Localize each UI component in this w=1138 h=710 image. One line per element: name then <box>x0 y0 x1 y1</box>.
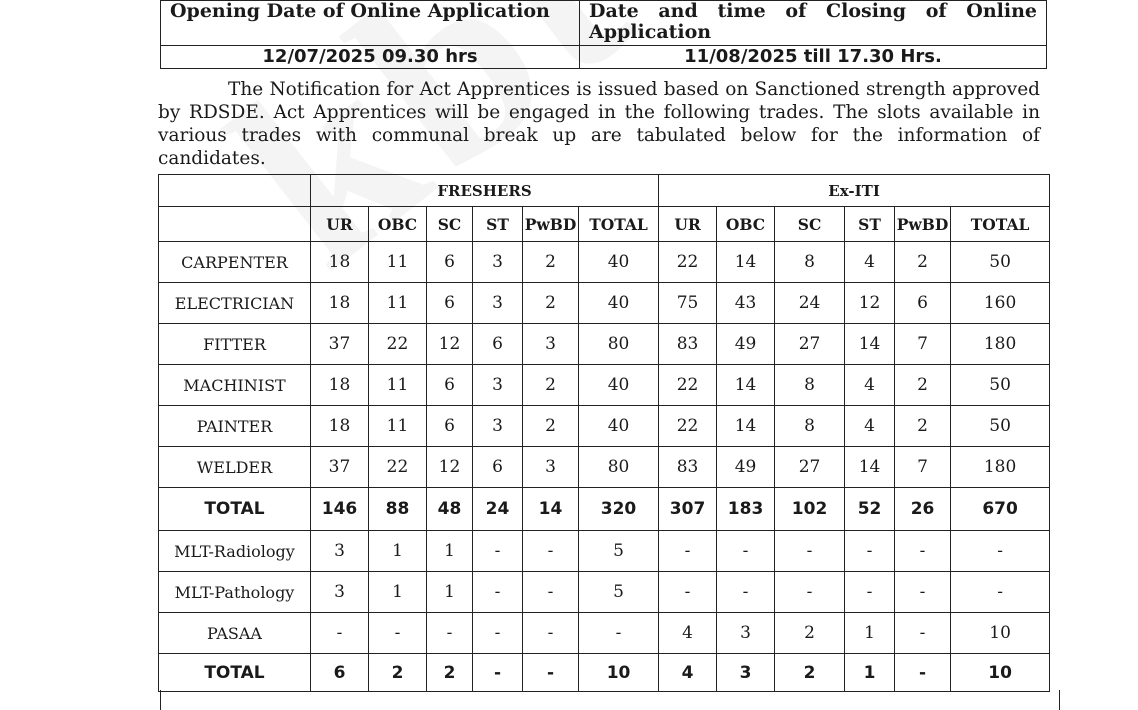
vacancy-cell: 3 <box>473 365 523 406</box>
vacancy-cell: 2 <box>369 654 427 692</box>
notification-paragraph <box>158 78 1040 170</box>
closing-date-label: Date and time of Closing of Online Application <box>580 1 1047 46</box>
vacancy-cell: - <box>845 531 895 572</box>
vacancy-cell: 22 <box>659 242 717 283</box>
vacancy-cell: 5 <box>579 531 659 572</box>
vacancy-cell: 22 <box>659 406 717 447</box>
vacancy-cell: 6 <box>895 283 951 324</box>
column-header-sc: SC <box>427 207 473 242</box>
trade-row <box>159 365 1050 406</box>
trade-row <box>159 324 1050 365</box>
opening-date-label: Opening Date of Online Application <box>161 1 580 46</box>
vacancy-cell: 670 <box>951 488 1050 531</box>
vacancy-cell: 7 <box>895 447 951 488</box>
vacancy-cell: 3 <box>473 283 523 324</box>
vacancy-cell: 40 <box>579 406 659 447</box>
vacancy-cell: 12 <box>427 447 473 488</box>
vacancy-cell: 3 <box>473 242 523 283</box>
vacancy-cell: 75 <box>659 283 717 324</box>
vacancy-cell: 11 <box>369 242 427 283</box>
trade-name: FITTER <box>159 324 311 365</box>
vacancy-cell: 4 <box>659 654 717 692</box>
vacancy-cell: 14 <box>845 324 895 365</box>
trade-name: PAINTER <box>159 406 311 447</box>
ex-iti-header: Ex-ITI <box>659 175 1050 207</box>
vacancy-cell: 307 <box>659 488 717 531</box>
column-header-obc: OBC <box>717 207 775 242</box>
vacancy-cell: 6 <box>473 447 523 488</box>
vacancy-cell: 24 <box>473 488 523 531</box>
vacancy-cell: - <box>951 572 1050 613</box>
vacancy-cell: 40 <box>579 283 659 324</box>
blank-header-cell <box>159 207 311 242</box>
vacancy-cell: 26 <box>895 488 951 531</box>
vacancy-cell: 14 <box>845 447 895 488</box>
vacancy-cell: 50 <box>951 365 1050 406</box>
vacancy-cell: 2 <box>523 365 579 406</box>
column-header-ur: UR <box>659 207 717 242</box>
trade-name: TOTAL <box>159 488 311 531</box>
notification-text: The Notification for Act Apprentices is issued based on Sanctioned strength approved by RDSDE. Act Apprentices will be engaged in the following trades. The slots available in various trades with communal break up are tabulated below for the information of candidates. <box>158 79 1040 169</box>
vacancy-cell: 18 <box>311 406 369 447</box>
vacancy-cell: - <box>775 531 845 572</box>
vacancy-cell: 50 <box>951 406 1050 447</box>
vacancy-cell: 14 <box>717 242 775 283</box>
vacancy-cell: 40 <box>579 365 659 406</box>
vacancy-cell: 37 <box>311 447 369 488</box>
vacancy-cell: 83 <box>659 324 717 365</box>
vacancy-cell: 1 <box>845 613 895 654</box>
vacancy-cell: 8 <box>775 406 845 447</box>
vacancy-cell: - <box>775 572 845 613</box>
vacancy-cell: - <box>523 531 579 572</box>
vacancy-cell: 6 <box>427 283 473 324</box>
vacancy-cell: 49 <box>717 324 775 365</box>
vacancy-cell: - <box>523 654 579 692</box>
vacancy-cell: 10 <box>951 613 1050 654</box>
vacancy-cell: 4 <box>845 406 895 447</box>
column-header-sc: SC <box>775 207 845 242</box>
vacancy-cell: 160 <box>951 283 1050 324</box>
vacancy-cell: 3 <box>523 447 579 488</box>
vacancy-cell: 43 <box>717 283 775 324</box>
vacancy-cell: 4 <box>845 242 895 283</box>
vacancy-cell: 180 <box>951 324 1050 365</box>
vacancy-cell: - <box>579 613 659 654</box>
vacancy-cell: 3 <box>717 613 775 654</box>
application-dates-table <box>160 0 1047 69</box>
vacancy-cell: 1 <box>427 572 473 613</box>
vacancy-cell: 1 <box>845 654 895 692</box>
vacancy-cell: 3 <box>311 531 369 572</box>
vacancy-cell: - <box>311 613 369 654</box>
column-header-total: TOTAL <box>951 207 1050 242</box>
closing-date-value: 11/08/2025 till 17.30 Hrs. <box>580 46 1047 69</box>
vacancy-cell: 11 <box>369 406 427 447</box>
vacancy-cell: 6 <box>427 406 473 447</box>
vacancy-cell: - <box>523 613 579 654</box>
vacancy-cell: 7 <box>895 324 951 365</box>
vacancy-cell: 2 <box>775 654 845 692</box>
vacancy-cell: 22 <box>369 447 427 488</box>
vacancy-cell: 8 <box>775 365 845 406</box>
vacancy-cell: 4 <box>659 613 717 654</box>
vacancy-cell: - <box>659 531 717 572</box>
vacancy-cell: 2 <box>523 406 579 447</box>
vacancy-cell: 1 <box>427 531 473 572</box>
vacancy-cell: 3 <box>717 654 775 692</box>
trade-vacancy-table <box>158 174 1050 692</box>
trade-name: ELECTRICIAN <box>159 283 311 324</box>
vacancy-cell: 6 <box>427 242 473 283</box>
vacancy-cell: 11 <box>369 365 427 406</box>
vacancy-cell: 146 <box>311 488 369 531</box>
column-header-st: ST <box>845 207 895 242</box>
vacancy-cell: 11 <box>369 283 427 324</box>
vacancy-cell: - <box>473 613 523 654</box>
group-header-row <box>159 175 1050 207</box>
trade-name: WELDER <box>159 447 311 488</box>
vacancy-cell: 2 <box>523 283 579 324</box>
opening-date-value: 12/07/2025 09.30 hrs <box>161 46 580 69</box>
vacancy-cell: - <box>717 531 775 572</box>
vacancy-cell: 5 <box>579 572 659 613</box>
vacancy-cell: 8 <box>775 242 845 283</box>
trade-name: MACHINIST <box>159 365 311 406</box>
vacancy-cell: 12 <box>845 283 895 324</box>
trade-name: MLT-Radiology <box>159 531 311 572</box>
vacancy-cell: 48 <box>427 488 473 531</box>
column-header-pwbd: PwBD <box>523 207 579 242</box>
vacancy-cell: - <box>717 572 775 613</box>
vacancy-cell: 6 <box>311 654 369 692</box>
vacancy-cell: - <box>895 654 951 692</box>
blank-header-cell <box>159 175 311 207</box>
vacancy-cell: 6 <box>427 365 473 406</box>
column-header-ur: UR <box>311 207 369 242</box>
vacancy-cell: 27 <box>775 324 845 365</box>
vacancy-cell: - <box>895 531 951 572</box>
vacancy-cell: - <box>473 572 523 613</box>
total-row <box>159 654 1050 692</box>
vacancy-cell: - <box>369 613 427 654</box>
vacancy-cell: 14 <box>523 488 579 531</box>
vacancy-cell: 2 <box>427 654 473 692</box>
vacancy-cell: 40 <box>579 242 659 283</box>
vacancy-cell: 14 <box>717 365 775 406</box>
column-header-st: ST <box>473 207 523 242</box>
vacancy-cell: 18 <box>311 242 369 283</box>
vacancy-cell: 18 <box>311 365 369 406</box>
vacancy-cell: - <box>473 654 523 692</box>
vacancy-cell: 24 <box>775 283 845 324</box>
vacancy-cell: 4 <box>845 365 895 406</box>
vacancy-cell: 80 <box>579 447 659 488</box>
vacancy-cell: 320 <box>579 488 659 531</box>
vacancy-cell: 102 <box>775 488 845 531</box>
vacancy-cell: - <box>895 613 951 654</box>
vacancy-cell: 2 <box>523 242 579 283</box>
vacancy-cell: 88 <box>369 488 427 531</box>
vacancy-cell: 183 <box>717 488 775 531</box>
vacancy-cell: 37 <box>311 324 369 365</box>
vacancy-cell: 180 <box>951 447 1050 488</box>
vacancy-cell: - <box>951 531 1050 572</box>
vacancy-cell: 83 <box>659 447 717 488</box>
trade-name: CARPENTER <box>159 242 311 283</box>
trade-row <box>159 572 1050 613</box>
total-row <box>159 488 1050 531</box>
trade-row <box>159 613 1050 654</box>
trade-row <box>159 406 1050 447</box>
vacancy-cell: 52 <box>845 488 895 531</box>
vacancy-cell: 2 <box>895 406 951 447</box>
column-header-pwbd: PwBD <box>895 207 951 242</box>
vacancy-cell: 2 <box>895 365 951 406</box>
column-header-row <box>159 207 1050 242</box>
vacancy-cell: 3 <box>523 324 579 365</box>
trade-name: PASAA <box>159 613 311 654</box>
vacancy-cell: - <box>659 572 717 613</box>
vacancy-cell: 50 <box>951 242 1050 283</box>
column-header-total: TOTAL <box>579 207 659 242</box>
vacancy-cell: 2 <box>895 242 951 283</box>
vacancy-cell: - <box>523 572 579 613</box>
vacancy-cell: 10 <box>579 654 659 692</box>
vacancy-cell: - <box>845 572 895 613</box>
vacancy-cell: 3 <box>311 572 369 613</box>
vacancy-cell: 22 <box>659 365 717 406</box>
trade-row <box>159 531 1050 572</box>
trade-row <box>159 242 1050 283</box>
trade-row <box>159 283 1050 324</box>
table-continuation <box>160 690 1060 710</box>
vacancy-cell: 1 <box>369 531 427 572</box>
vacancy-cell: - <box>473 531 523 572</box>
vacancy-cell: 1 <box>369 572 427 613</box>
vacancy-cell: 12 <box>427 324 473 365</box>
vacancy-cell: 3 <box>473 406 523 447</box>
vacancy-cell: - <box>427 613 473 654</box>
freshers-header: FRESHERS <box>311 175 659 207</box>
vacancy-cell: 49 <box>717 447 775 488</box>
vacancy-cell: 27 <box>775 447 845 488</box>
vacancy-cell: 14 <box>717 406 775 447</box>
vacancy-cell: 18 <box>311 283 369 324</box>
trade-name: TOTAL <box>159 654 311 692</box>
vacancy-cell: - <box>895 572 951 613</box>
column-header-obc: OBC <box>369 207 427 242</box>
vacancy-cell: 6 <box>473 324 523 365</box>
vacancy-cell: 2 <box>775 613 845 654</box>
vacancy-cell: 22 <box>369 324 427 365</box>
trade-row <box>159 447 1050 488</box>
trade-name: MLT-Pathology <box>159 572 311 613</box>
vacancy-cell: 10 <box>951 654 1050 692</box>
vacancy-cell: 80 <box>579 324 659 365</box>
